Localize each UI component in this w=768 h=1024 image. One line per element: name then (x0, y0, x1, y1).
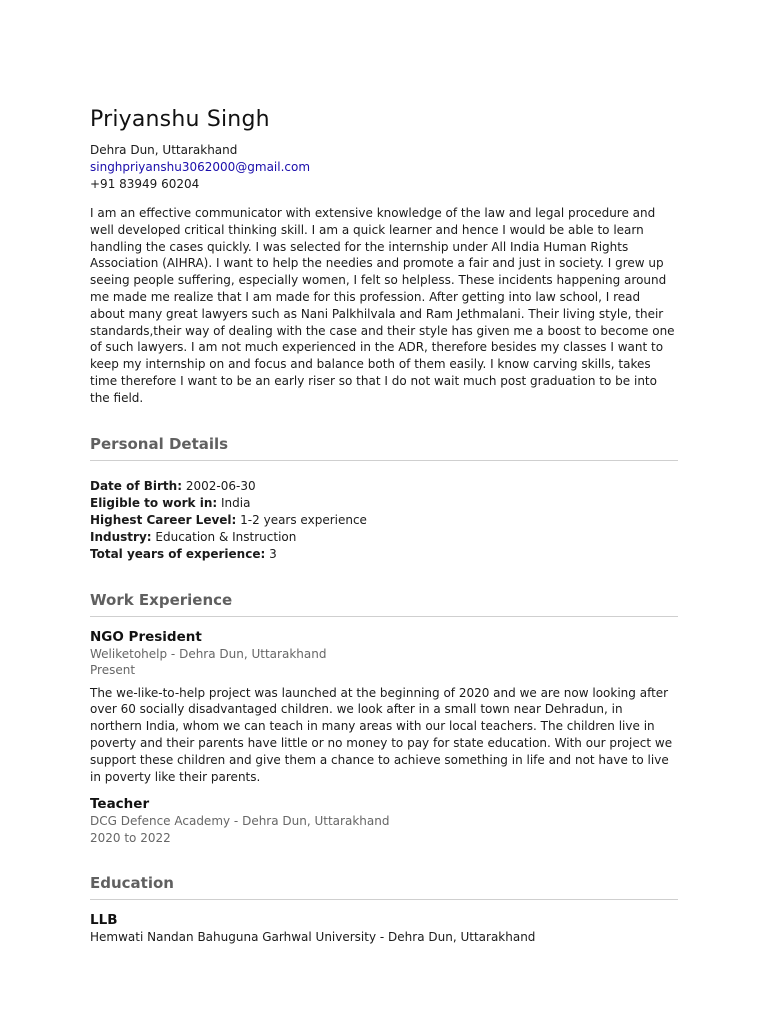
personal-details-list (90, 478, 678, 563)
job-dates: 2020 to 2022 (90, 830, 171, 845)
detail-label: Eligible to work in: (90, 495, 218, 510)
job-company: Weliketohelp (90, 646, 168, 661)
detail-value: 1-2 years experience (240, 512, 367, 527)
degree-title: LLB (90, 912, 118, 929)
meta-separator: - (376, 930, 389, 945)
job-entry (90, 795, 678, 846)
personal-details-heading: Personal Details (90, 434, 678, 461)
detail-row-experience-years (90, 546, 678, 563)
detail-label: Industry: (90, 529, 152, 544)
phone-text: +91 83949 60204 (90, 177, 200, 191)
detail-row-career-level (90, 512, 678, 529)
detail-value: Education & Instruction (155, 529, 297, 544)
education-heading: Education (90, 873, 678, 900)
school-location-text: Dehra Dun, Uttarakhand (388, 930, 536, 945)
job-description: The we-like-to-help project was launched at the beginning of 2020 and we are now looking after over 60 socially disadvantaged children. we look after in a small town near Dehradun, in northern India, whom we can teach in many areas with our local teachers. The children live in poverty and their parents have little or no money to pay for state education. With our project we support these children and give them a chance to achieve something in life and not have to live in poverty like their parents. (90, 685, 673, 784)
school-location (90, 929, 678, 946)
detail-value: India (221, 495, 251, 510)
email-link[interactable]: singhpriyanshu3062000@gmail.com (90, 160, 311, 174)
job-location: Dehra Dun, Uttarakhand (242, 814, 390, 829)
job-entry (90, 628, 678, 786)
job-dates: Present (90, 663, 136, 678)
detail-label: Date of Birth: (90, 478, 183, 493)
detail-value: 3 (269, 546, 277, 561)
detail-row-dob (90, 478, 678, 495)
summary-paragraph: I am an effective communicator with extensive knowledge of the law and legal procedure and well developed critical thinking skill. I am a quick learner and hence I would be able to learn handling the cases quickly. I was selected for the internship under All India Human Rights Association (AIHRA). I want to help the needies and promote a fair and just in society. I grew up seeing people suffering, especially women, I felt so helpless. These incidents happening around me made me realize that I am made for this profession. After getting into law school, I read about many great lawyers such as Nani Palkhilvala and Ram Jethmalani. Their living style, their standards,their way of dealing with the case and their style has given me a boost to become one of such lawyers. I am not much experienced in the ADR, therefore besides my classes I want to keep my internship on and focus and balance both of them easily. I know carving skills, takes time therefore I want to be an early riser so that I do not wait much post graduation to be into the field. (90, 206, 675, 405)
job-company-location (90, 813, 678, 830)
meta-separator: - (167, 646, 180, 661)
meta-separator: - (230, 814, 243, 829)
job-company: DCG Defence Academy (90, 814, 231, 829)
detail-value: 2002-06-30 (185, 478, 256, 493)
school-name: Hemwati Nandan Bahuguna Garhwal University (90, 930, 377, 945)
job-title: Teacher (90, 796, 150, 813)
detail-label: Total years of experience: (90, 546, 266, 561)
detail-row-industry (90, 529, 678, 546)
detail-row-eligible (90, 495, 678, 512)
location-text: Dehra Dun, Uttarakhand (90, 143, 238, 157)
work-experience-heading: Work Experience (90, 590, 678, 617)
job-location: Dehra Dun, Uttarakhand (179, 646, 327, 661)
detail-label: Highest Career Level: (90, 512, 237, 527)
candidate-name: Priyanshu Singh (90, 107, 270, 132)
job-company-location (90, 646, 678, 663)
job-title: NGO President (90, 628, 202, 645)
education-entry (90, 911, 678, 946)
